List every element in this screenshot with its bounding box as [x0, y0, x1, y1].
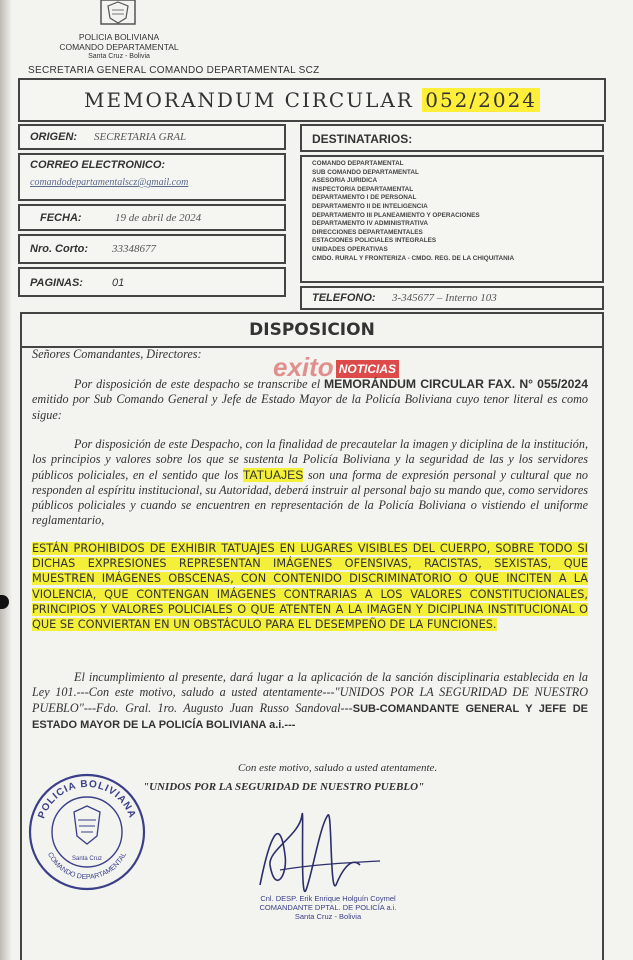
origen-label: ORIGEN:: [30, 131, 78, 143]
paragraph-body-tail: son una forma de expresión personal y cultural que no responden al espíritu institucional, su Autoridad, deberá instruir al personal bajo su mando que, como servidores públicos policiales y cuando se encuentren en representación de la Policía Boliviana o vistiendo el uniforme reglamentario,: [32, 467, 589, 528]
list-item: DEPARTAMENTO II DE INTELIGENCIA: [312, 202, 428, 210]
disposicion-title: DISPOSICION: [20, 312, 604, 348]
motto-line: "UNIDOS POR LA SEGURIDAD DE NUESTRO PUEBLO": [143, 781, 425, 793]
fecha-label: FECHA:: [40, 212, 82, 224]
list-item: ASESORIA JURIDICA: [312, 177, 378, 185]
paragraph-intro-text: Por disposición de este despacho se transcribe el: [74, 377, 324, 391]
list-item: DEPARTAMENTO IV ADMINISTRATIVA: [312, 220, 428, 228]
list-item: CMDO. RURAL Y FRONTERIZA - CMDO. REG. DE LA CHIQUITANIA: [312, 254, 515, 262]
signatory-title: SUB-COMANDANTE GENERAL Y JEFE DE ESTADO MAYOR DE LA POLICÍA BOLIVIANA a.i.---: [32, 702, 588, 731]
fecha-value: 19 de abril de 2024: [115, 212, 202, 224]
watermark-noticias: NOTICIAS: [336, 360, 399, 378]
prohibition-text: ESTÁN PROHIBIDOS DE EXHIBIR TATUAJES EN LUGARES VISIBLES DEL CUERPO, SOBRE TODO SI DICHAS EXPRESIONES REPRESENTAN IMÁGENES OFENSIVAS, RACISTAS, SEXISTAS, QUE MUESTREN IMÁGENES OBSCENAS, CON CONTENIDO DISCRIMINATORIO O QUE INCITEN A LA VIOLENCIA, QUE CONTENGAN IMÁGENES CONTRARIAS A LOS VALORES CONSTITUCIONALES, PRINCIPIOS Y VALORES POLICIALES O QUE ATENTEN A LA IMAGEN Y DICIPLINA INSTITUCIONAL O QUE SE CONVIERTAN EN UN OBSTÁCULO PARA EL DESEMPEÑO DE LA FUNCIONES.: [32, 542, 588, 632]
stamp-ring-text: POLICIA BOLIVIANA: [36, 778, 138, 821]
destinatarios-header-box: [300, 124, 604, 152]
memo-reference: MEMORÁNDUM CIRCULAR FAX. N° 055/2024: [324, 377, 588, 391]
signatory-role: COMANDANTE DPTAL. DE POLICÍA a.i.: [259, 903, 397, 912]
command-name: COMANDO DEPARTAMENTAL: [59, 42, 179, 52]
telefono-box: [300, 286, 604, 310]
institution-header: [34, 32, 204, 62]
correo-label: CORREO ELECTRONICO:: [30, 159, 166, 171]
police-seal-stamp: [24, 770, 150, 892]
secretariat-line: SECRETARIA GENERAL COMANDO DEPARTAMENTAL SCZ: [28, 65, 320, 76]
paginas-value: 01: [112, 277, 125, 289]
paragraph-intro-tail: emitido por Sub Comando General y Jefe de Estado Mayor de la Policía Boliviana cuyo tenor literal es como sigue:: [32, 392, 588, 422]
paragraph-sanction: [32, 670, 588, 733]
highlighted-tatuajes: TATUAJES: [242, 467, 304, 482]
closing-line: Con este motivo, saludo a usted atentamente.: [238, 762, 438, 774]
list-item: DIRECCIONES DEPARTAMENTALES: [312, 228, 423, 236]
list-item: DEPARTAMENTO I DE PERSONAL: [312, 194, 417, 202]
list-item: SUB COMANDO DEPARTAMENTAL: [312, 168, 419, 176]
destinatarios-label: DESTINATARIOS:: [312, 132, 413, 146]
list-item: DEPARTAMENTO III PLANEAMIENTO Y OPERACIONES: [312, 211, 480, 219]
watermark-exito: exito: [273, 352, 334, 382]
signatory-name: Cnl. DESP. Erik Enrique Holguín Coymel: [260, 894, 396, 903]
paragraph-sanction-text: El incumplimiento al presente, dará lugar a la aplicación de la sanción disciplinaria establecida en la Ley 101.---Con este motivo, saludo a usted atentamente---"UNIDOS POR LA SEGURIDAD DE NUESTRO PUEBLO"---Fdo. Gral. 1ro. Augusto Juan Russo Sandoval---: [32, 670, 588, 715]
signatory-block: [238, 894, 418, 921]
signatory-city: Santa Cruz - Bolivia: [294, 912, 362, 921]
greeting: Señores Comandantes, Directores:: [32, 347, 202, 361]
origen-value: SECRETARIA GRAL: [94, 131, 187, 143]
destinatarios-list: [312, 160, 514, 263]
corto-value: 33348677: [112, 243, 156, 255]
memo-title-box: [18, 78, 606, 122]
telefono-value: 3-345677 – Interno 103: [392, 292, 497, 304]
list-item: UNIDADES OPERATIVAS: [312, 245, 388, 253]
paginas-label: PAGINAS:: [30, 277, 83, 289]
memo-number: 052/2024: [422, 88, 540, 112]
corto-label: Nro. Corto:: [30, 243, 89, 255]
paginas-box: [18, 267, 286, 297]
institution-name: POLICIA BOLIVIANA: [78, 32, 160, 42]
fecha-box: [18, 204, 286, 231]
correo-link[interactable]: comandodepartamentalscz@gmail.com: [30, 177, 189, 188]
list-item: INSPECTORIA DEPARTAMENTAL: [312, 185, 414, 193]
memo-title: MEMORANDUM CIRCULAR: [83, 88, 414, 112]
list-item: COMANDO DEPARTAMENTAL: [312, 160, 404, 167]
svg-text:POLICIA BOLIVIANA: [36, 779, 137, 820]
prohibition-paragraph: [32, 541, 588, 632]
correo-box: [18, 153, 286, 201]
telefono-label: TELEFONO:: [312, 292, 376, 304]
paragraph-body: [32, 437, 588, 529]
paragraph-intro: [32, 377, 588, 423]
stamp-bottom-text: COMANDO DEPARTAMENTAL: [45, 851, 129, 882]
origen-box: [18, 124, 286, 150]
list-item: ESTACIONES POLICIALES INTEGRALES: [312, 237, 437, 245]
coat-of-arms-icon: [98, 0, 138, 28]
page-edge-shadow: [0, 0, 12, 960]
paragraph-body-text: Por disposición de este Despacho, con la finalidad de precautelar la imagen y diciplina de la institución, los principios y valores sobre los que se sustenta la Policía Boliviana y la seguridad de las y los servidores públicos policiales, en el sentido que los: [32, 437, 588, 482]
header-city: Santa Cruz - Bolivia: [88, 53, 150, 60]
corto-box: [18, 234, 286, 264]
stamp-center-text: Santa Cruz: [71, 856, 103, 862]
